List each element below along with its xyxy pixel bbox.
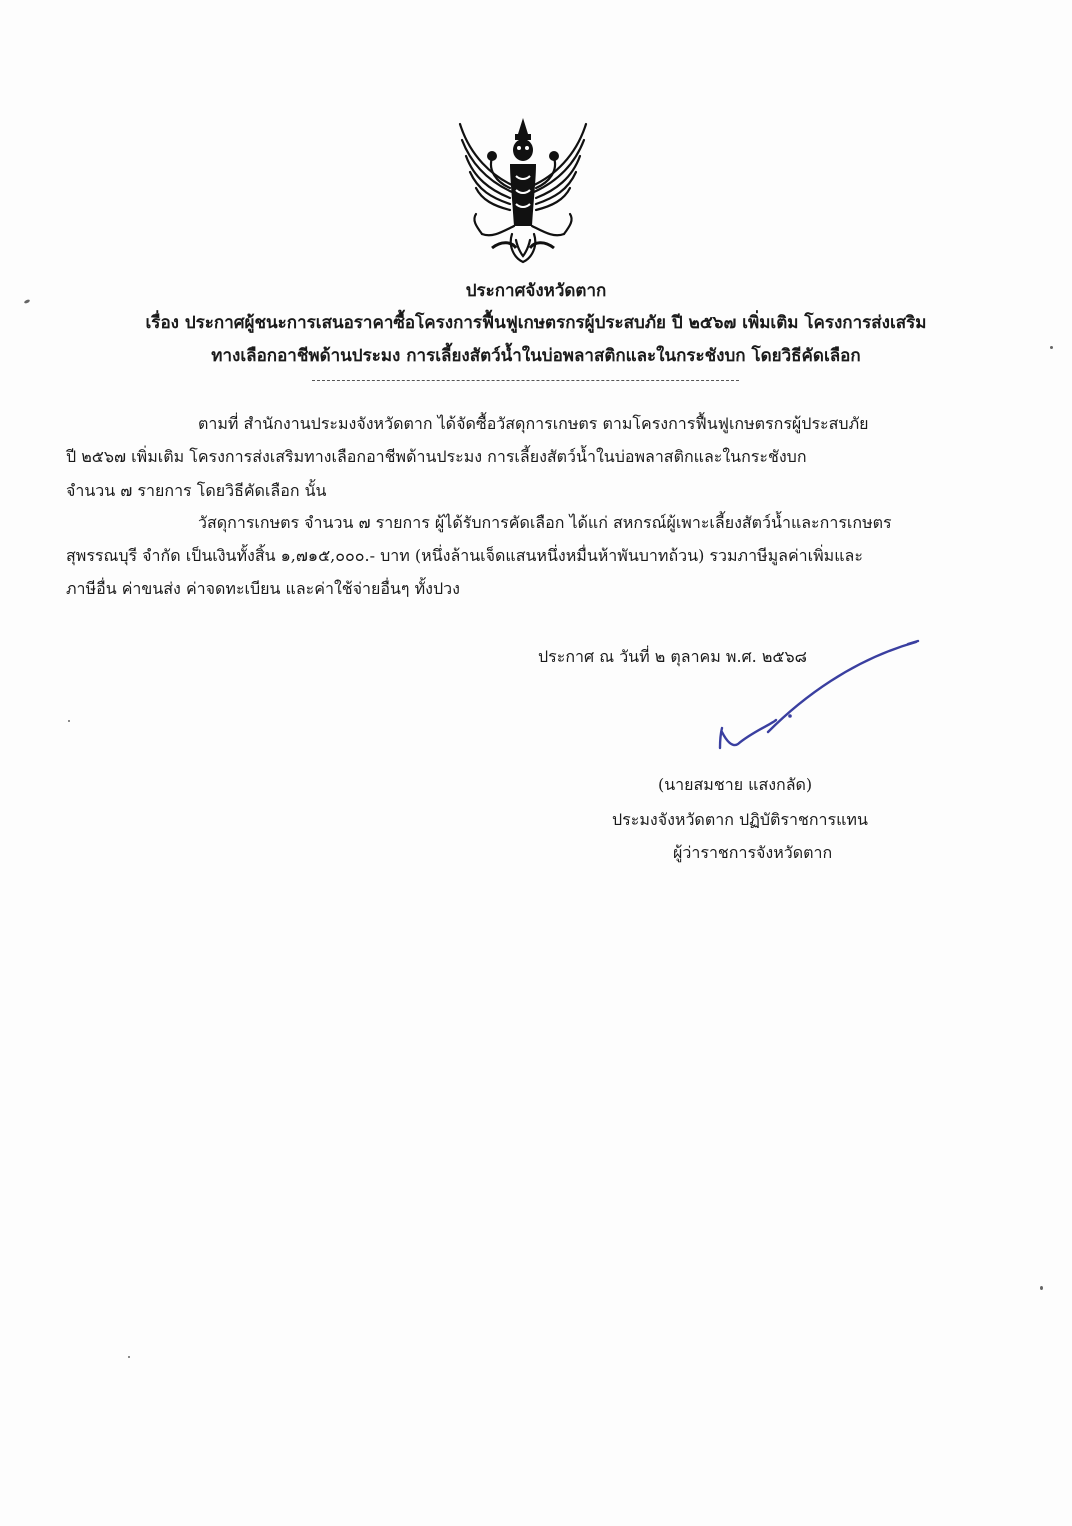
announcement-heading: ประกาศจังหวัดตาก (465, 281, 607, 301)
handwritten-signature (712, 628, 924, 756)
signer-name: (นายสมชาย แสงกลัด) (658, 775, 813, 794)
scan-speck (128, 1356, 130, 1358)
paragraph1-line2: ปี ๒๕๖๗ เพิ่มเติม โครงการส่งเสริมทางเลือกอาชีพด้านประมง การเลี้ยงสัตว์น้ำในบ่อพลาสติกและในกระชังบก (66, 447, 807, 466)
subject-line-1: เรื่อง ประกาศผู้ชนะการเสนอราคาซื้อโครงการฟื้นฟูเกษตรกรผู้ประสบภัย ปี ๒๕๖๗ เพิ่มเติม โครงการส่งเสริม (145, 313, 927, 333)
subject-line-2: ทางเลือกอาชีพด้านประมง การเลี้ยงสัตว์น้ำในบ่อพลาสติกและในกระชังบก โดยวิธีคัดเลือก (211, 346, 861, 366)
signer-position: ประมงจังหวัดตาก ปฏิบัติราชการแทน (612, 810, 868, 829)
announcement-date: ประกาศ ณ วันที่ ๒ ตุลาคม พ.ศ. ๒๕๖๘ (538, 647, 808, 666)
scan-speck (68, 720, 70, 722)
signer-role: ผู้ว่าราชการจังหวัดตาก (673, 843, 833, 862)
paragraph2-line1: วัสดุการเกษตร จำนวน ๗ รายการ ผู้ได้รับการคัดเลือก ได้แก่ สหกรณ์ผู้เพาะเลี้ยงสัตว์น้ำและการเกษตร (198, 513, 892, 532)
paragraph1-line3: จำนวน ๗ รายการ โดยวิธีคัดเลือก นั้น (66, 481, 327, 500)
paragraph1-line1: ตามที่ สำนักงานประมงจังหวัดตาก ได้จัดซื้อวัสดุการเกษตร ตามโครงการฟื้นฟูเกษตรกรผู้ประสบภัย (198, 414, 869, 433)
paragraph2-line2: สุพรรณบุรี จำกัด เป็นเงินทั้งสิ้น ๑,๗๑๕,๐๐๐.- บาท (หนึ่งล้านเจ็ดแสนหนึ่งหมื่นห้าพันบาทถ้วน) รวมภาษีมูลค่าเพิ่มและ (66, 546, 863, 565)
title-divider (312, 380, 739, 381)
garuda-emblem-icon (452, 116, 594, 266)
paragraph2-line3: ภาษีอื่น ค่าขนส่ง ค่าจดทะเบียน และค่าใช้จ่ายอื่นๆ ทั้งปวง (66, 579, 460, 598)
scan-speck (1040, 1286, 1043, 1290)
scan-speck (1050, 346, 1053, 349)
scan-speck (24, 299, 31, 304)
